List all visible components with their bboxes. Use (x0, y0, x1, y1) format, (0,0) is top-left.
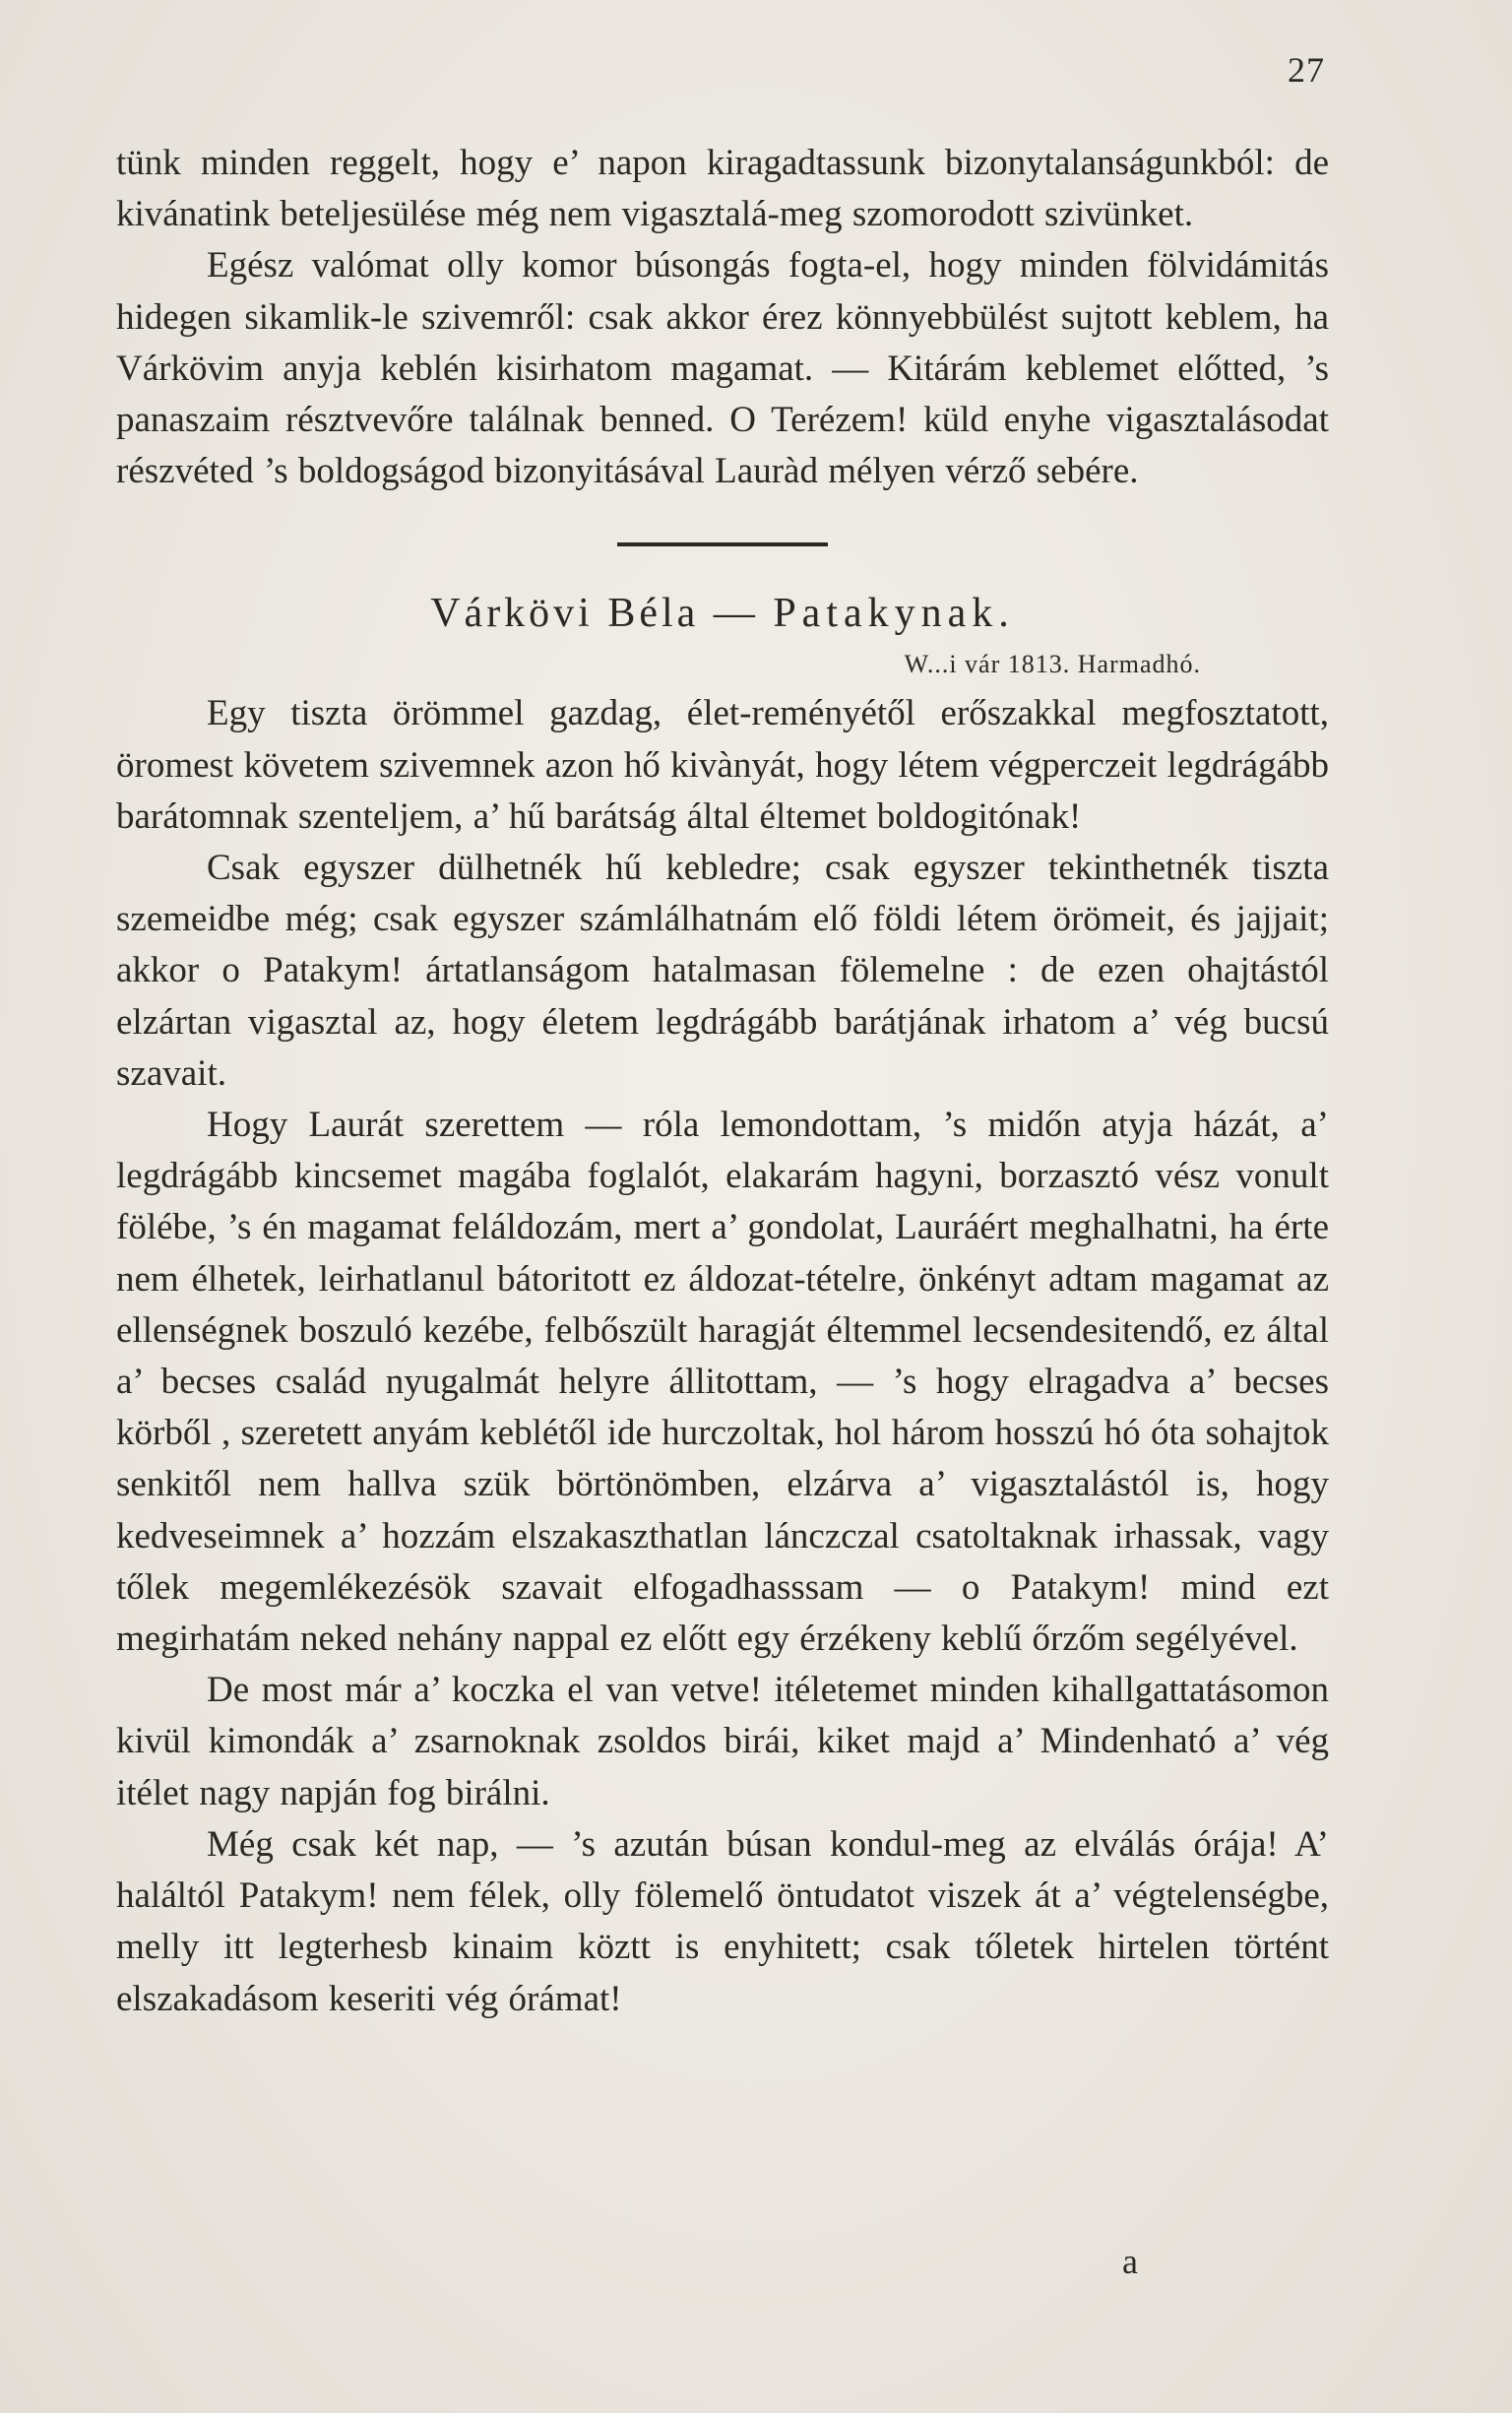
paragraph: Egy tiszta örömmel gazdag, élet-reményétől erőszakkal megfosztatott, öromest követem szivemnek azon hő kivànyát, hogy létem végperczeit legdrágább barátomnak szenteljem, a’ hű barátság által éltemet boldogitónak! (116, 693, 1329, 837)
paragraph: Még csak két nap, — ’s azután búsan kondul-meg az elválás órája! A’ haláltól Patakym! nem félek, olly fölemelő öntudatot viszek át a’ végtelenségbe, melly itt legterhesb kinaim köztt is enyhitett; csak tőletek hirtelen történt elszakadásom keseriti vég órámat! (116, 1823, 1329, 2019)
letter-dateline: W...i vár 1813. Harmadhó. (904, 650, 1201, 679)
section-divider (617, 542, 828, 546)
paragraph-continued: tünk minden reggelt, hogy e’ napon kiragadtassunk bizonytalanságunkból: de kivánatink beteljesülése még nem vigasztalá-meg szomorodott szivünket. (116, 143, 1329, 235)
paragraph: De most már a’ koczka el van vetve! itéletemet minden kihallgattatásomon kivül kimondák a’ zsarnoknak zsoldos birái, kiket majd a’ Mindenható a’ vég itélet nagy napján fog birálni. (116, 1670, 1329, 1813)
page-number: 27 (1288, 50, 1325, 90)
paragraph: Hogy Laurát szerettem — róla lemondottam, ’s midőn atyja házát, a’ legdrágább kincsemet magába foglalót, elakarám hagyni, borzasztó vész vonult fölébe, ’s én magamat feláldozám, mert a’ gondolat, Lauráért meghalhatni, ha érte nem élhetek, leirhatlanul bátoritott ez áldozat-tételre, önkényt adtam magamat az ellenségnek boszuló kezébe, felbőszült haragját éltemmel lecsendesitendő, ez által a’ becses család nyugalmát helyre állitottam, — ’s hogy elragadva a’ becses körből , szeretett anyám keblétől ide hurczoltak, hol három hosszú hó óta sohajtok senkitől nem hallva szük börtönömben, elzárva a’ vigasztalástól is, hogy kedveseimnek a’ hozzám elszakaszthatlan lánczczal csatoltaknak irhassak, vagy tőlek megemlékezésök szavait elfogadhasssam — o Patakym! mind ezt megirhatám neked nehány nappal ez előtt egy érzékeny keblű őrzőm segélyével. (116, 1105, 1329, 1660)
paragraph: Csak egyszer dülhetnék hű kebledre; csak egyszer tekinthetnék tiszta szemeidbe még; csak egyszer számlálhatnám elő földi létem örömeit, és jajjait; akkor o Patakym! ártatlanságom hatalmasan fölemelne : de ezen ohajtástól elzártan vigasztal az, hogy életem legdrágább barátjának irhatom a’ vég bucsú szavait. (116, 848, 1329, 1094)
paragraph: Egész valómat olly komor búsongás fogta-el, hogy minden fölvidámitás hidegen sikamlik-le szivemről: csak akkor érez könnyebbülést sujtott keblem, ha Várkövim anyja keblén kisirhatom magamat. — Kitárám keblemet előtted, ’s panaszaim résztvevőre találnak benned. O Terézem! küld enyhe vigasztalásodat részvéted ’s boldogságod bizonyitásával Lauràd mélyen vérző sebére. (116, 245, 1329, 492)
letter-recipient: Patakynak. (773, 591, 1015, 637)
catchword: a (1122, 2242, 1138, 2281)
letter-heading (116, 586, 1329, 641)
letter-sender: Várkövi Béla (430, 591, 700, 637)
body-text (116, 138, 1329, 2025)
heading-dash: — (713, 591, 759, 637)
